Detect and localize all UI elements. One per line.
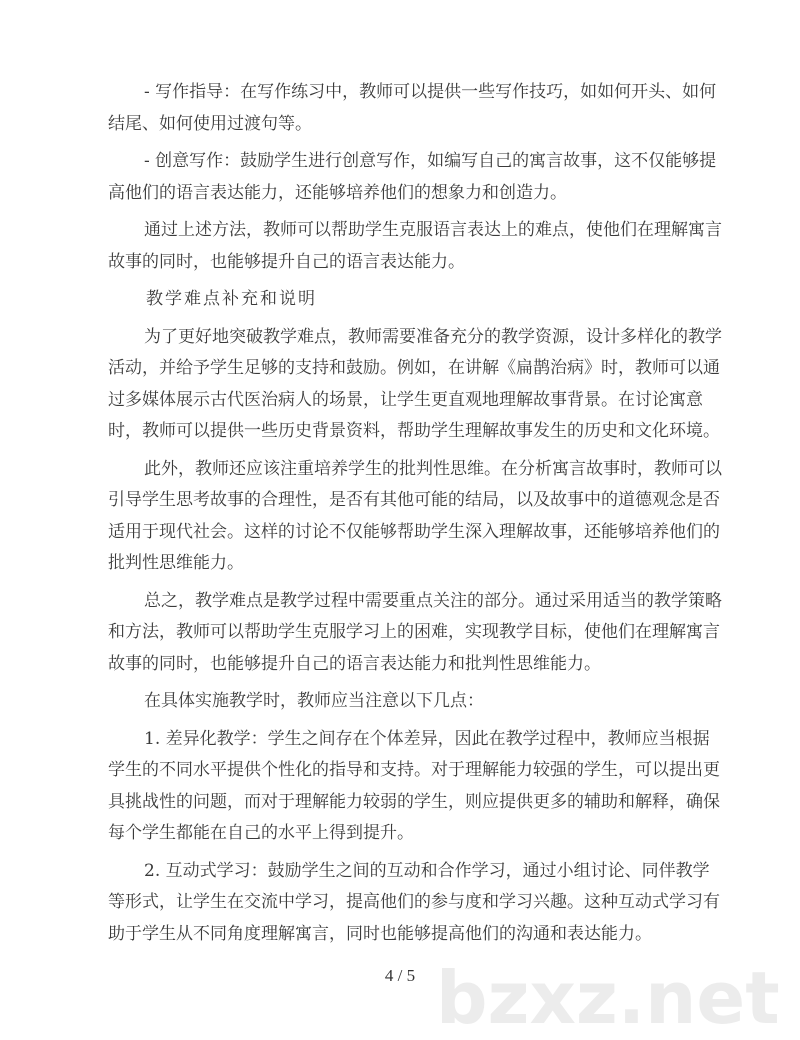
text-line: 故事的同时，也能够提升自己的语言表达能力和批判性思维能力。 <box>108 653 601 674</box>
paragraph <box>108 454 722 580</box>
text-line: 和方法，教师可以帮助学生克服学习上的困难，实现教学目标，使他们在理解寓言 <box>108 622 720 642</box>
document-page <box>108 77 722 956</box>
text-line: 高他们的语言表达能力，还能够培养他们的想象力和创造力。 <box>108 182 567 203</box>
paragraph <box>108 322 722 448</box>
section-heading: 教学难点补充和说明 <box>146 289 317 309</box>
page-number: 4 / 5 <box>384 966 416 985</box>
text-line: 活动，并给予学生足够的支持和鼓励。例如，在讲解《扁鹊治病》时，教师可以通 <box>108 358 720 378</box>
paragraph <box>108 686 702 718</box>
text-line: 总之，教学难点是教学过程中需要重点关注的部分。通过采用适当的教学策略 <box>144 590 722 611</box>
text-line: 此外，教师还应该注重培养学生的批判性思维。在分析寓言故事时，教师可以 <box>144 458 722 479</box>
watermark: bzxz.net <box>436 956 780 1040</box>
text-line: 每个学生都能在自己的水平上得到提升。 <box>108 823 414 843</box>
text-line: 批判性思维能力。 <box>108 553 244 573</box>
text-line: 时，教师可以提供一些历史背景资料，帮助学生理解故事发生的历史和文化环境。 <box>108 421 720 441</box>
text-line: 助于学生从不同角度理解寓言，同时也能够提高他们的沟通和表达能力。 <box>108 923 652 944</box>
text-line: 引导学生思考故事的合理性，是否有其他可能的结局，以及故事中的道德观念是否 <box>108 490 720 510</box>
text-line: 结尾、如何使用过渡句等。 <box>108 113 312 134</box>
paragraph <box>108 146 717 209</box>
text-line: 通过上述方法，教师可以帮助学生克服语言表达上的难点，使他们在理解寓言 <box>144 220 722 240</box>
text-line: 2. 互动式学习：鼓励学生之间的互动和合作学习，通过小组讨论、同伴教学 <box>144 860 710 881</box>
paragraph <box>108 77 717 140</box>
text-line: 在具体实施教学时，教师应当注意以下几点： <box>144 691 484 711</box>
paragraph <box>108 215 722 278</box>
text-line: 适用于现代社会。这样的讨论不仅能够帮助学生深入理解故事，还能够培养他们的 <box>108 521 720 542</box>
text-line: 为了更好地突破教学难点，教师需要准备充分的教学资源，设计多样化的教学 <box>144 326 722 347</box>
paragraph-group-1 <box>108 77 722 278</box>
paragraph <box>108 724 720 850</box>
text-line: 学生的不同水平提供个性化的指导和支持。对于理解能力较强的学生，可以提出更 <box>108 760 720 780</box>
paragraph <box>108 856 720 951</box>
text-line: 过多媒体展示古代医治病人的场景，让学生更直观地理解故事背景。在讨论寓意 <box>108 389 703 410</box>
paragraph-group-2 <box>108 322 722 951</box>
text-line: - 写作指导：在写作练习中，教师可以提供一些写作技巧，如如何开头、如何 <box>144 82 717 102</box>
text-line: 故事的同时，也能够提升自己的语言表达能力。 <box>108 251 465 272</box>
text-line: 等形式，让学生在交流中学习，提高他们的参与度和学习兴趣。这种互动式学习有 <box>108 892 720 912</box>
paragraph <box>108 586 722 681</box>
text-line: 1. 差异化教学：学生之间存在个体差异，因此在教学过程中，教师应当根据 <box>144 728 710 749</box>
text-line: - 创意写作：鼓励学生进行创意写作，如编写自己的寓言故事，这不仅能够提 <box>144 151 717 171</box>
text-line: 具挑战性的问题，而对于理解能力较弱的学生，则应提供更多的辅助和解释，确保 <box>108 791 720 812</box>
